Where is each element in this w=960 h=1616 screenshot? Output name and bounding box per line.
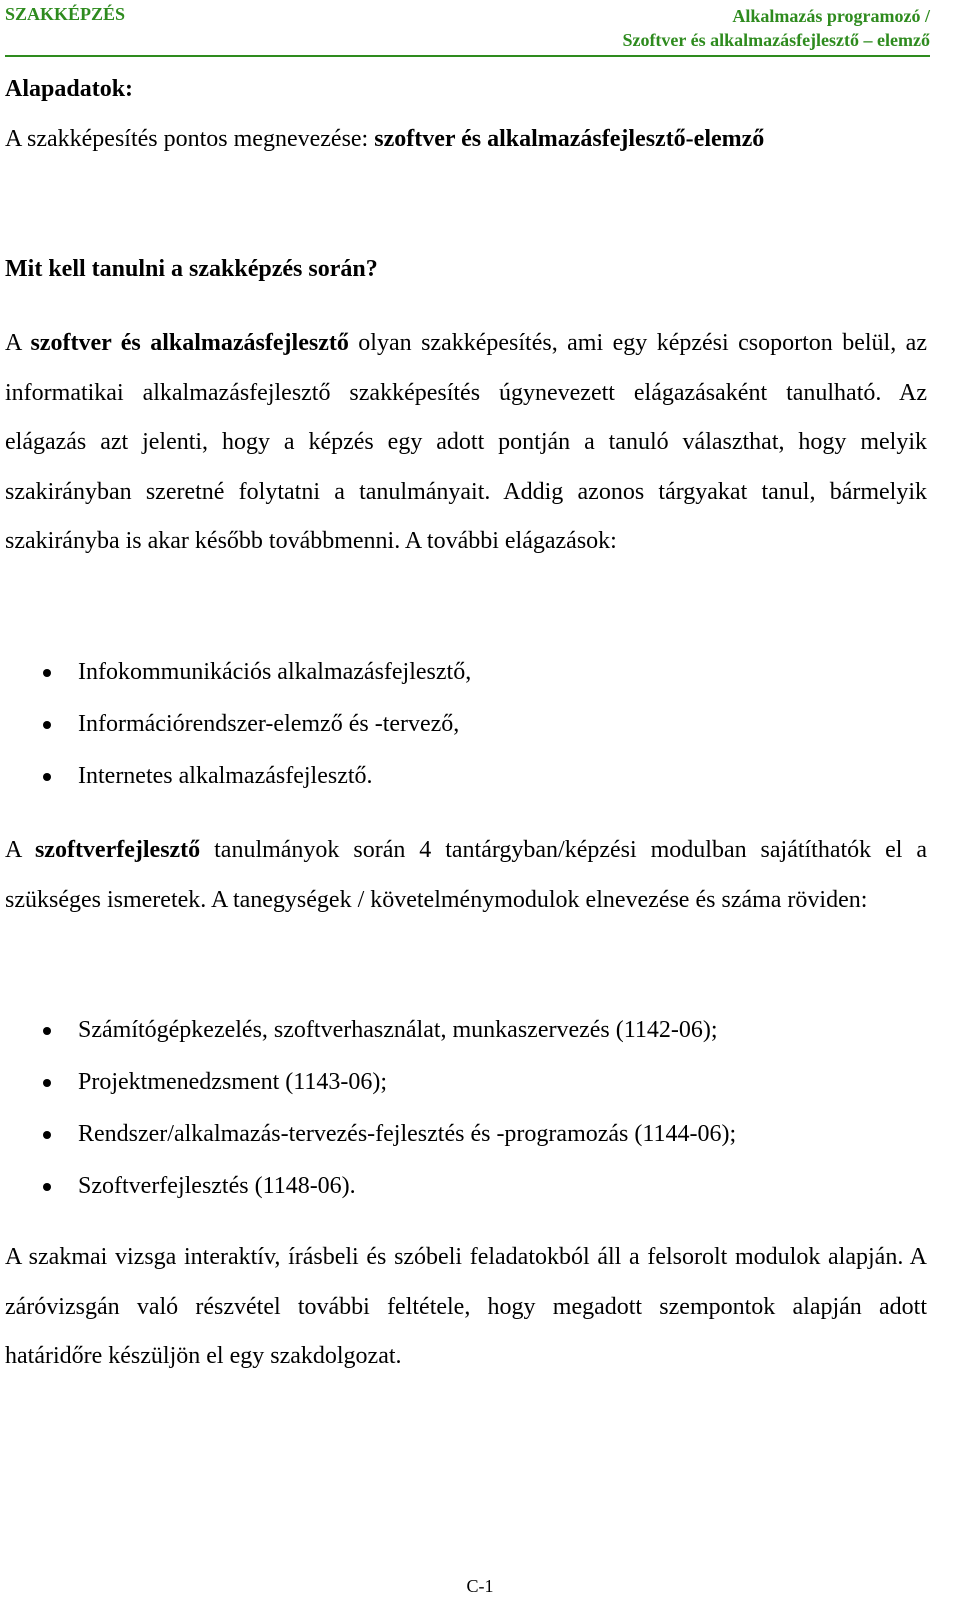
- paragraph-intro: [5, 319, 927, 567]
- qualification-name-label: A szakképesítés pontos megnevezése:: [5, 126, 375, 152]
- paragraph-modules-rest: tanulmányok során 4 tantárgyban/képzési modulban sajátíthatók el a szükséges ismeretek. A tanegységek / követelménymodulok elnevezése és száma röviden:: [5, 837, 928, 913]
- paragraph-modules-intro: [5, 826, 927, 925]
- header-right-line-1: Alkalmazás programozó /: [732, 6, 930, 26]
- paragraph-intro-rest: olyan szakképesítés, ami egy képzési csoporton belül, az informatikai alkalmazásfejlesztő szakképesítés úgynevezett elágazásaként tanulható. Az elágazás azt jelenti, hogy a képzés egy adott pontján a tanuló választhat, hogy melyik szakirányban szeretné folytatni a tanulmányait. Addig azonos tárgyakat tanul, bármelyik szakirányba is akar később továbbmenni. A további elágazások:: [5, 330, 927, 554]
- header-right-title: [622, 4, 930, 52]
- header-right-line-2: Szoftver és alkalmazásfejlesztő – elemző: [622, 30, 930, 50]
- header-left-title: SZAKKÉPZÉS: [5, 4, 126, 24]
- list-item: Internetes alkalmazásfejlesztő.: [0, 750, 940, 802]
- header-divider: [5, 55, 930, 57]
- list-item: Infokommunikációs alkalmazásfejlesztő,: [0, 646, 940, 698]
- modules-list: [0, 1004, 940, 1212]
- page-number: C-1: [466, 1576, 494, 1596]
- paragraph-intro-bold: szoftver és alkalmazásfejlesztő: [30, 330, 349, 356]
- learn-heading: Mit kell tanulni a szakképzés során?: [5, 256, 378, 282]
- qualification-name-value: szoftver és alkalmazásfejlesztő-elemző: [374, 126, 765, 152]
- paragraph-intro-start: A: [5, 330, 31, 356]
- list-item: Rendszer/alkalmazás-tervezés-fejlesztés és -programozás (1144-06);: [0, 1108, 940, 1160]
- paragraph-modules-start: A: [5, 837, 35, 863]
- branches-list: [0, 646, 940, 802]
- list-item: Információrendszer-elemző és -tervező,: [0, 698, 940, 750]
- basics-heading: Alapadatok:: [5, 76, 134, 102]
- list-item: Szoftverfejlesztés (1148-06).: [0, 1160, 940, 1212]
- qualification-name: [5, 126, 927, 153]
- paragraph-exam: A szakmai vizsga interaktív, írásbeli és szóbeli feladatokból áll a felsorolt modulok alapján. A záróvizsgán való részvétel további feltétele, hogy megadott szempontok alapján adott határidőre készüljön el egy szakdolgozat.: [5, 1244, 927, 1369]
- list-item: Projektmenedzsment (1143-06);: [0, 1056, 940, 1108]
- list-item: Számítógépkezelés, szoftverhasználat, munkaszervezés (1142-06);: [0, 1004, 940, 1056]
- paragraph-modules-bold: szoftverfejlesztő: [34, 837, 201, 863]
